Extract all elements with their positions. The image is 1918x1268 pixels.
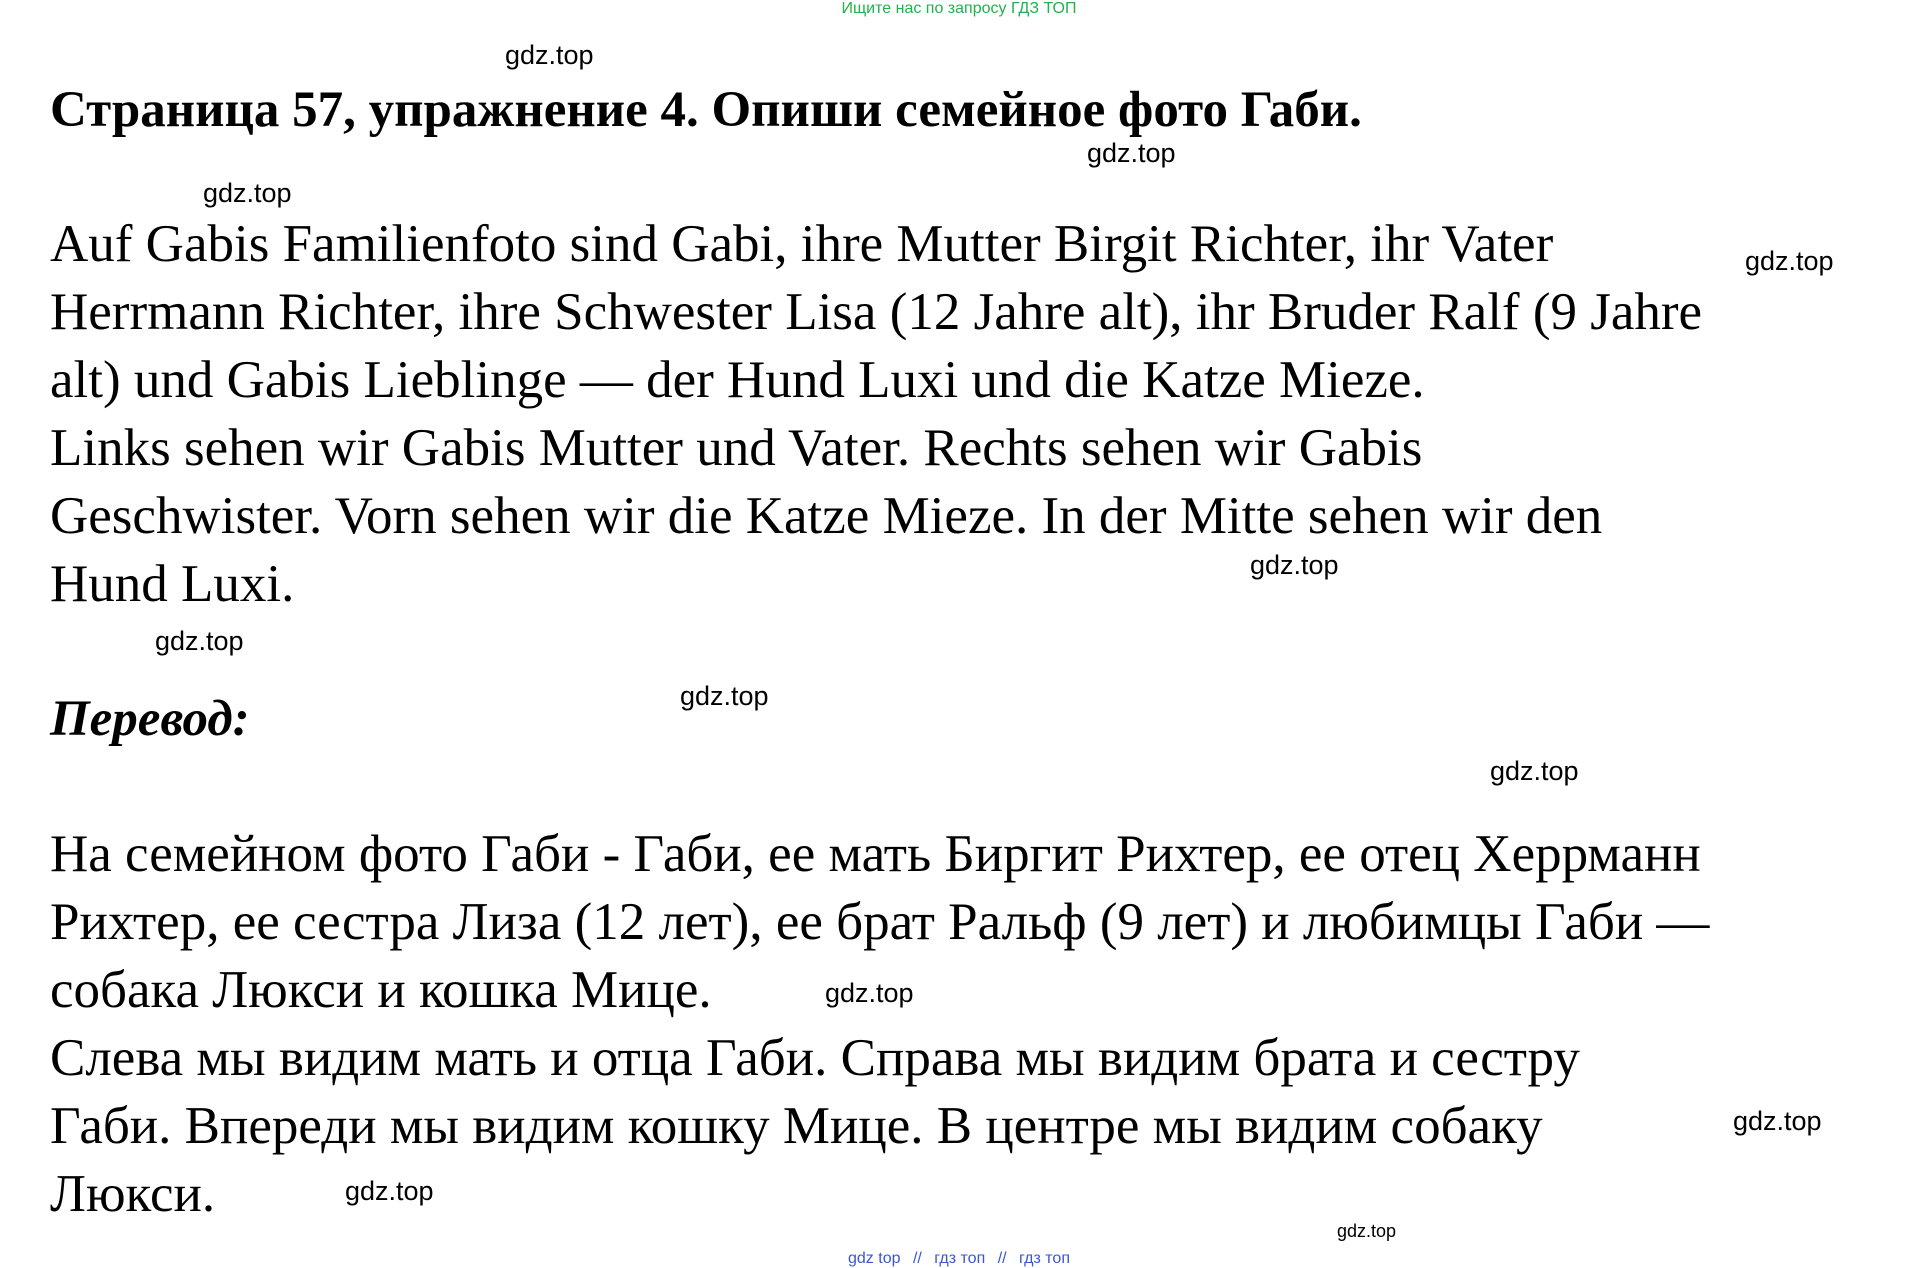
watermark: gdz.top [345,1176,434,1206]
german-paragraph-1 [50,210,1900,414]
russian-text [50,820,1900,1228]
watermark: gdz.top [155,626,244,656]
watermark: gdz.top [505,40,594,70]
footer-link-gdz-top-ru[interactable]: гдз топ [934,1250,986,1267]
watermark: gdz.top [1733,1106,1822,1136]
watermark: gdz.top [1490,756,1579,786]
german-text [50,210,1900,618]
russian-paragraph-2 [50,1024,1900,1228]
text-line: Рихтер, ее сестра Лиза (12 лет), ее брат Ральф (9 лет) и любимцы Габи — [50,893,1710,951]
text-line: Herrmann Richter, ihre Schwester Lisa (12 Jahre alt), ihr Bruder Ralf (9 Jahre [50,283,1703,341]
watermark: gdz.top [1745,246,1834,276]
footer-links [0,1250,1918,1268]
text-line: На семейном фото Габи - Габи, ее мать Биргит Рихтер, ее отец Херрманн [50,825,1701,883]
watermark: gdz.top [1250,550,1339,580]
text-line: Слева мы видим мать и отца Габи. Справа мы видим брата и сестру [50,1029,1580,1087]
watermark: gdz.top [1337,1221,1397,1241]
russian-paragraph-1 [50,820,1900,1024]
text-line: Links sehen wir Gabis Mutter und Vater. Rechts sehen wir Gabis [50,419,1423,477]
german-paragraph-2 [50,414,1900,618]
translation-heading: Перевод: [50,691,250,747]
text-line: Габи. Впереди мы видим кошку Мице. В центре мы видим собаку [50,1097,1543,1155]
footer-separator: // [997,1250,1007,1267]
footer-separator: // [912,1250,922,1267]
watermark: gdz.top [680,681,769,711]
text-line: собака Люкси и кошка Мице. [50,961,712,1019]
watermark: gdz.top [1087,138,1176,168]
footer-link-gdz-top[interactable]: gdz top [848,1250,901,1267]
footer-link-gdz-top-ru-2[interactable]: гдз топ [1019,1250,1070,1267]
text-line: Auf Gabis Familienfoto sind Gabi, ihre Mutter Birgit Richter, ihr Vater [50,215,1554,273]
text-line: alt) und Gabis Lieblinge — der Hund Luxi und die Katze Mieze. [50,351,1425,409]
watermark: gdz.top [825,978,914,1008]
text-line: Hund Luxi. [50,555,295,613]
text-line: Люкси. [50,1165,216,1223]
top-banner[interactable]: Ищите нас по запросу ГДЗ ТОП [841,0,1077,17]
watermark: gdz.top [203,178,292,208]
text-line: Geschwister. Vorn sehen wir die Katze Mieze. In der Mitte sehen wir den [50,487,1603,545]
page-title: Страница 57, упражнение 4. Опиши семейное фото Габи. [50,82,1362,138]
